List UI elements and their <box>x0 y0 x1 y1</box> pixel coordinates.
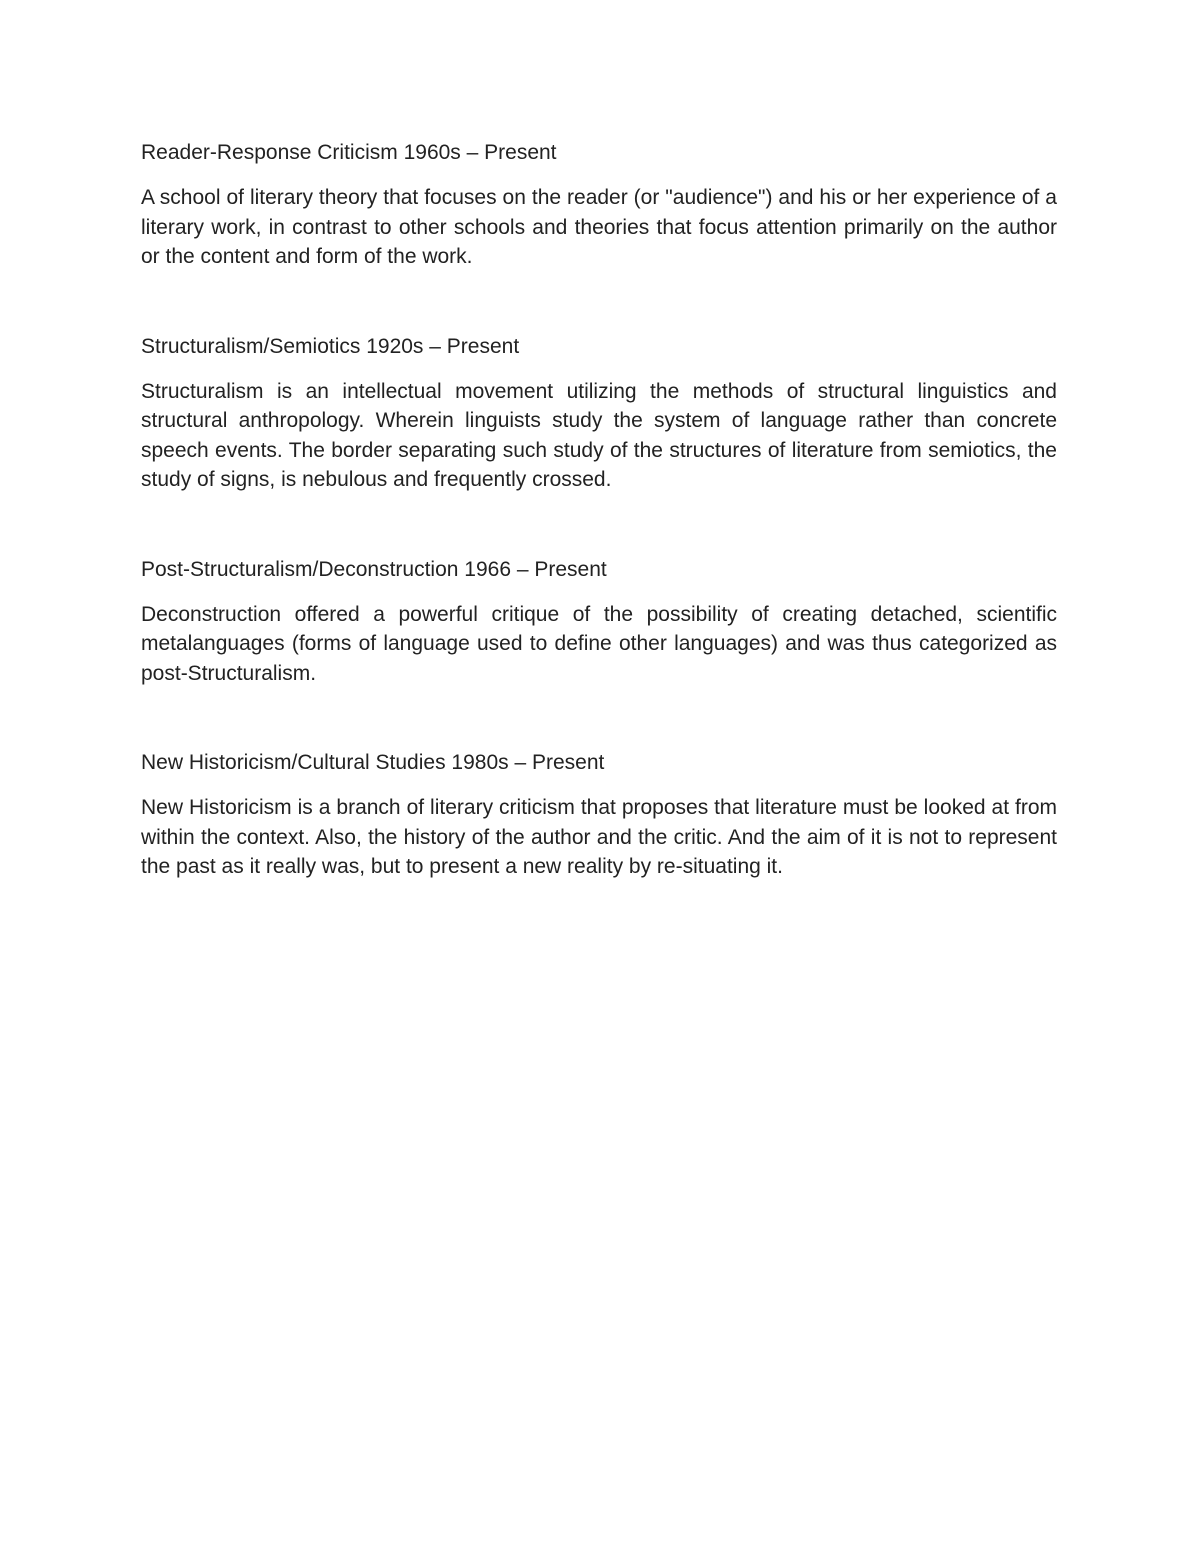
section-new-historicism <box>141 748 1057 882</box>
section-structuralism <box>141 332 1057 495</box>
section-heading: Reader-Response Criticism 1960s – Present <box>141 141 557 164</box>
section-reader-response <box>141 138 1057 272</box>
section-body: A school of literary theory that focuses on the reader (or "audience") and his or her experience of a literary work, in contrast to other schools and theories that focus attention primarily on the author or the content and form of the work. <box>141 186 1057 268</box>
section-heading: Structuralism/Semiotics 1920s – Present <box>141 334 520 358</box>
section-post-structuralism <box>141 555 1057 689</box>
section-body: Deconstruction offered a powerful critique of the possibility of creating detached, scientific metalanguages (forms of language used to define other languages) and was thus categorized as post-Structuralism. <box>141 602 1057 685</box>
document-body <box>141 138 1057 882</box>
section-body: New Historicism is a branch of literary criticism that proposes that literature must be looked at from within the context. Also, the history of the author and the critic. And the aim of it is not to represent the past as it really was, but to present a new reality by re-situating it. <box>141 796 1057 878</box>
section-heading: New Historicism/Cultural Studies 1980s – Present <box>141 751 605 774</box>
section-body: Structuralism is an intellectual movement utilizing the methods of structural linguistics and structural anthropology. Wherein linguists study the system of language rather than concrete speech events. The border separating such study of the structures of literature from semiotics, the study of signs, is nebulous and frequently crossed. <box>141 379 1057 491</box>
section-heading: Post-Structuralism/Deconstruction 1966 – Present <box>141 557 607 581</box>
